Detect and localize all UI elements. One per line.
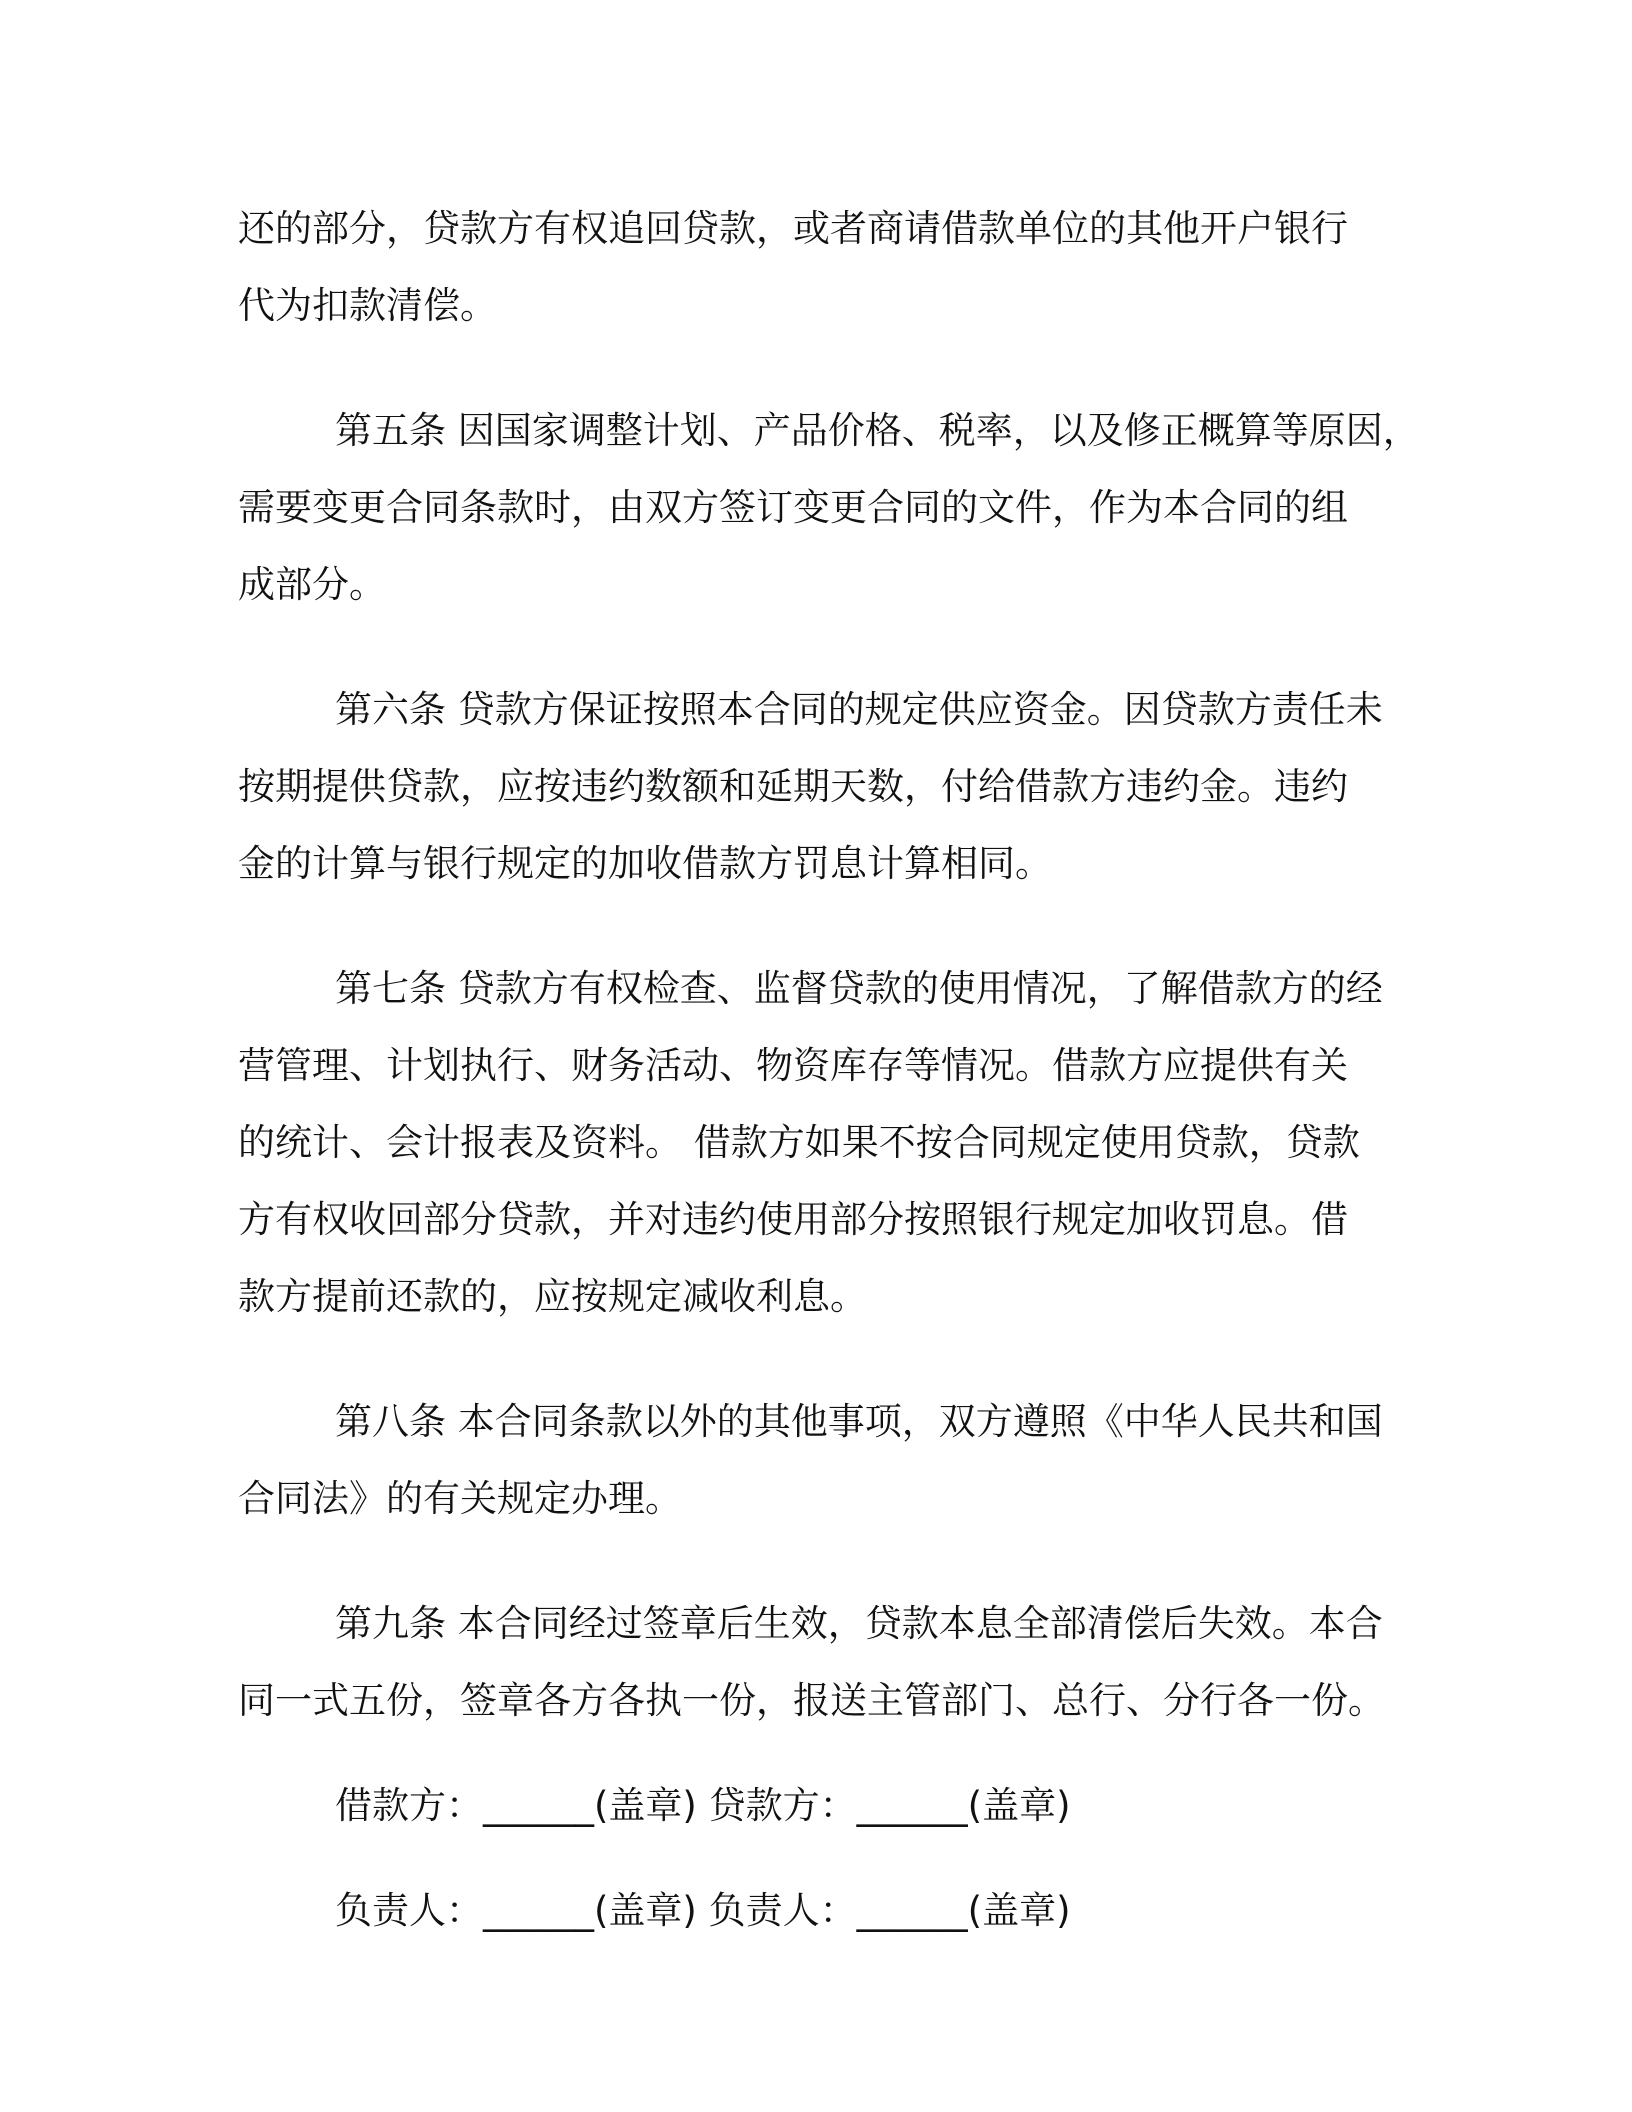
signature-row-borrower-lender: 借款方：______(盖章) 贷款方：______(盖章) — [335, 1784, 1071, 1827]
text-line: 按期提供贷款，应按违约数额和延期天数，付给借款方违约金。违约 — [238, 765, 1348, 808]
text-line: 还的部分，贷款方有权追回贷款，或者商请借款单位的其他开户银行 — [238, 207, 1348, 250]
signature-row-responsible: 负责人：______(盖章) 负责人：______(盖章) — [335, 1889, 1071, 1932]
text-line: 需要变更合同条款时，由双方签订变更合同的文件，作为本合同的组 — [238, 486, 1348, 529]
text-line: 合同法》的有关规定办理。 — [238, 1477, 682, 1520]
text-line: 第九条 本合同经过签章后生效，贷款本息全部清偿后失效。本合 — [335, 1602, 1383, 1645]
text-line: 第五条 因国家调整计划、产品价格、税率，以及修正概算等原因， — [335, 409, 1420, 452]
text-line: 第七条 贷款方有权检查、监督贷款的使用情况，了解借款方的经 — [335, 967, 1383, 1010]
paragraph-continuation — [238, 190, 1408, 344]
text-line: 第六条 贷款方保证按照本合同的规定供应资金。因贷款方责任未 — [335, 688, 1383, 731]
text-line: 代为扣款清偿。 — [238, 284, 497, 327]
text-line: 金的计算与银行规定的加收借款方罚息计算相同。 — [238, 842, 1052, 885]
paragraph-article-9 — [238, 1585, 1408, 1739]
paragraph-article-7 — [238, 950, 1408, 1335]
paragraph-article-8 — [238, 1383, 1408, 1537]
document-page — [238, 190, 1420, 1949]
text-line: 方有权收回部分贷款，并对违约使用部分按照银行规定加收罚息。借 — [238, 1198, 1348, 1241]
text-line: 第八条 本合同条款以外的其他事项，双方遵照《中华人民共和国 — [335, 1400, 1383, 1443]
text-line: 款方提前还款的，应按规定减收利息。 — [238, 1275, 867, 1318]
paragraph-article-5 — [238, 392, 1420, 623]
text-line: 成部分。 — [238, 563, 386, 606]
text-line: 营管理、计划执行、财务活动、物资库存等情况。借款方应提供有关 — [238, 1044, 1348, 1087]
text-line: 的统计、会计报表及资料。 借款方如果不按合同规定使用贷款，贷款 — [238, 1121, 1360, 1164]
signature-block — [238, 1767, 1408, 1949]
text-line: 同一式五份，签章各方各执一份，报送主管部门、总行、分行各一份。 — [238, 1679, 1385, 1722]
paragraph-article-6 — [238, 671, 1408, 902]
